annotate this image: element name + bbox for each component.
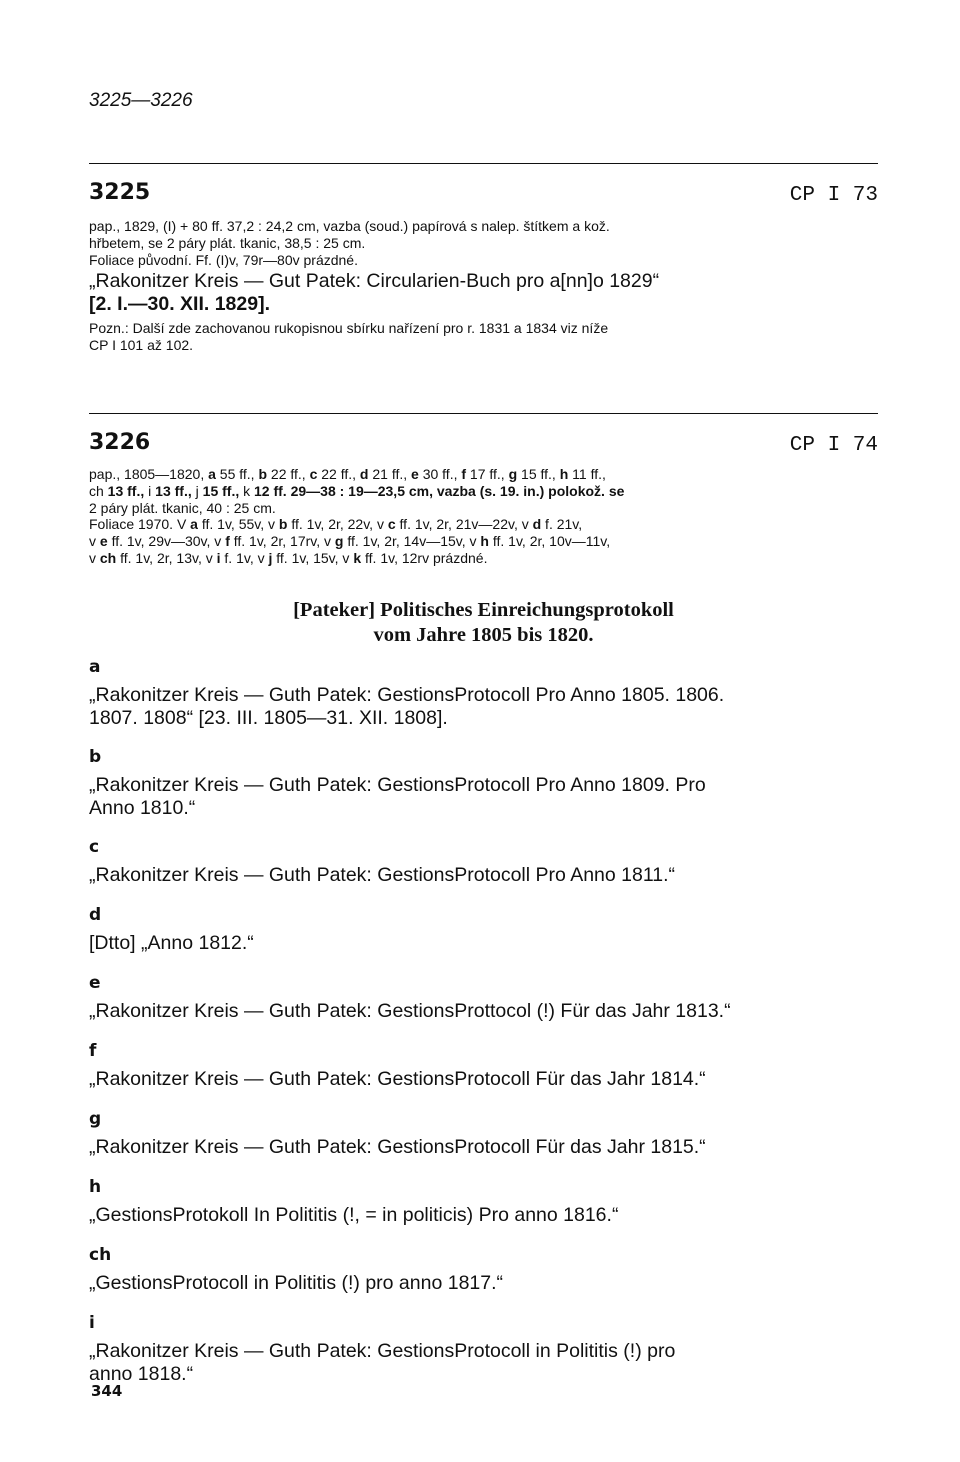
description-text: ff. 1v, 2r, 14v—15v, v <box>343 533 481 550</box>
description-text: 17 ff., <box>466 466 509 482</box>
subentry-title-line: „Rakonitzer Kreis — Guth Patek: GestionsProtocoll Pro Anno 1805. 1806. <box>89 684 725 706</box>
collection-letter: c <box>387 516 396 533</box>
collection-letter: d <box>359 466 369 482</box>
subentry-letter: f <box>89 1041 97 1061</box>
subentry-title <box>89 684 878 730</box>
subentry-title-line: „Rakonitzer Kreis — Guth Patek: GestionsProtocoll Für das Jahr 1815.“ <box>89 1136 706 1158</box>
entry-3225 <box>89 180 878 354</box>
collection-letter: d <box>532 516 542 533</box>
description-text: ff. 1v, 2r, 22v, v <box>287 516 388 533</box>
description-text: v <box>89 533 100 550</box>
note-label: Pozn. <box>89 320 125 337</box>
collection-letter: e <box>99 533 108 550</box>
collection-letter: ch <box>99 549 117 566</box>
collection-letter: h <box>480 533 489 550</box>
collection-letter: b <box>278 516 288 533</box>
subentry-title-line: anno 1818.“ <box>89 1363 194 1385</box>
description-text: 55 ff., <box>215 466 259 482</box>
entry-title <box>89 270 878 316</box>
title-text: „Rakonitzer Kreis — Gut Patek: Circularien-Buch pro a[nn]o 1829“ <box>89 270 660 293</box>
entry-note <box>89 320 878 354</box>
subentry-letter: ch <box>89 1245 112 1265</box>
subentry <box>89 746 878 820</box>
description-text: 2 páry plát. tkanic, 40 : 25 cm. <box>89 499 276 516</box>
subentry-title-line: „GestionsProtokoll In Polititis (!, = in politicis) Pro anno 1816.“ <box>89 1204 619 1226</box>
description-text: 22 ff., <box>267 466 310 482</box>
heading-line: [Pateker] Politisches Einreichungsprotokoll <box>293 599 674 621</box>
entry-header <box>89 430 878 462</box>
subentry-letter: d <box>89 905 102 925</box>
description-text: 21 ff., <box>368 466 412 482</box>
description-text: 15 ff., <box>517 466 560 482</box>
description-text: ch <box>89 482 104 499</box>
collection-letter: e <box>411 466 419 482</box>
description-text: j <box>195 482 199 499</box>
collection-letter: k <box>353 549 362 566</box>
description-text: 11 ff., <box>568 466 606 482</box>
subentry-letter: e <box>89 973 101 993</box>
entry-header <box>89 180 878 212</box>
collection-letter: i <box>216 549 221 566</box>
description-line: pap., 1829, (I) + 80 ff. 37,2 : 24,2 cm, vazba (soud.) papírová s nalep. štítkem a kož. <box>89 218 610 234</box>
description-line <box>89 483 624 499</box>
description-text: ff. 1v, 15v, v <box>272 549 354 566</box>
entry-3226 <box>89 430 878 567</box>
subentry-title-line: „Rakonitzer Kreis — Guth Patek: GestionsProtocoll Pro Anno 1811.“ <box>89 864 675 886</box>
description-text: ff. 1v, 2r, 13v, v <box>116 549 217 566</box>
subentry-title-line: 1807. 1808“ [23. III. 1805—31. XII. 1808]. <box>89 707 448 729</box>
subentry-title-line: „GestionsProtocoll in Polititis (!) pro anno 1817.“ <box>89 1272 504 1294</box>
entry-signature: CP I 73 <box>789 184 878 207</box>
description-line: hřbetem, se 2 páry plát. tkanic, 38,5 : 25 cm. <box>89 234 366 251</box>
heading-line: vom Jahre 1805 bis 1820. <box>373 624 594 646</box>
running-head: 3225—3226 <box>89 90 193 111</box>
entry-number: 3226 <box>89 430 151 455</box>
entry-number: 3225 <box>89 180 151 205</box>
collection-letter: g <box>334 533 344 550</box>
entry-signature: CP I 74 <box>789 434 878 457</box>
subentry-title-line: „Rakonitzer Kreis — Guth Patek: GestionsProtocoll in Polititis (!) pro <box>89 1340 676 1362</box>
subentry-title-line: „Rakonitzer Kreis — Guth Patek: GestionsProtocoll Pro Anno 1809. Pro <box>89 774 706 796</box>
note-text: CP I 101 až 102. <box>89 337 194 354</box>
description-text: pap., 1805—1820, <box>89 466 209 482</box>
subentry-title <box>89 1272 878 1295</box>
subentry-title <box>89 864 878 887</box>
collection-letter: a <box>208 466 216 482</box>
subentry-title <box>89 1068 878 1091</box>
description-text: f. 1v, v <box>220 549 269 566</box>
description-text: Foliace 1970. V <box>89 516 191 533</box>
description-text: ff. 1v, 55v, v <box>197 516 279 533</box>
subentry-letter: h <box>89 1177 102 1197</box>
subentry-letter: b <box>89 747 102 767</box>
subentry <box>89 1040 878 1091</box>
subentry-title <box>89 774 878 820</box>
description-text: k <box>243 482 251 499</box>
collection-letter: h <box>559 466 569 482</box>
description-text: ff. 1v, 12rv prázdné. <box>361 549 488 566</box>
description-text: f. 21v, <box>541 516 583 533</box>
subentry <box>89 1176 878 1227</box>
description-line <box>89 466 606 482</box>
subentry-letter: c <box>89 837 100 857</box>
entry-description <box>89 466 878 567</box>
title-dates: [2. I.—30. XII. 1829]. <box>89 293 271 316</box>
collection-letter: f <box>225 533 230 550</box>
description-text: 30 ff., <box>418 466 462 482</box>
description-text: i <box>148 482 152 499</box>
collection-letter: c <box>309 466 318 482</box>
entry-description <box>89 218 878 268</box>
page-number: 344 <box>91 1382 123 1400</box>
subentry-title-line: [Dtto] „Anno 1812.“ <box>89 932 254 954</box>
description-text: ff. 1v, 29v—30v, v <box>107 533 226 550</box>
subentry <box>89 1312 878 1386</box>
subentry <box>89 1108 878 1159</box>
separator-rule <box>89 163 878 164</box>
subentry-title <box>89 1204 878 1227</box>
description-line <box>89 550 487 566</box>
subentry <box>89 1244 878 1295</box>
description-line <box>89 516 582 532</box>
collection-letter: g <box>508 466 518 482</box>
subentry-title <box>89 1136 878 1159</box>
collection-letter: 15 ff., <box>198 482 244 499</box>
subentry-title <box>89 932 878 955</box>
separator-rule <box>89 413 878 414</box>
description-text: v <box>89 549 100 566</box>
description-text: ff. 1v, 2r, 10v—11v, <box>488 533 611 550</box>
collection-letter: 12 ff. 29—38 : 19—23,5 cm, vazba (s. 19. in.) polokož. se <box>250 482 625 499</box>
subentry-title <box>89 1000 878 1023</box>
description-text: ff. 1v, 2r, 17rv, v <box>229 533 335 550</box>
note-text: : Další zde zachovanou rukopisnou sbírku nařízení pro r. 1831 a 1834 viz níže <box>124 320 609 337</box>
collection-letter: b <box>258 466 268 482</box>
collection-letter: 13 ff., <box>151 482 196 499</box>
description-line <box>89 533 610 549</box>
subentry <box>89 836 878 887</box>
subentry-title <box>89 1340 878 1386</box>
subentry-title-line: Anno 1810.“ <box>89 797 196 819</box>
description-line: Foliace původní. Ff. (I)v, 79r—80v prázdné. <box>89 251 358 268</box>
collection-letter: a <box>190 516 198 533</box>
collection-heading <box>89 598 878 648</box>
subentry-letter: i <box>89 1313 95 1333</box>
collection-letter: f <box>461 466 467 482</box>
subentry <box>89 904 878 955</box>
subentry-title-line: „Rakonitzer Kreis — Guth Patek: GestionsProtocoll Für das Jahr 1814.“ <box>89 1068 706 1090</box>
subentry <box>89 656 878 730</box>
subentry-letter: a <box>89 657 101 677</box>
description-text: 22 ff., <box>317 466 360 482</box>
subentry <box>89 972 878 1023</box>
description-line <box>89 500 276 516</box>
subentry-list <box>89 656 878 1402</box>
collection-letter: j <box>268 549 273 566</box>
subentry-title-line: „Rakonitzer Kreis — Guth Patek: GestionsProttocol (!) Für das Jahr 1813.“ <box>89 1000 731 1022</box>
collection-letter: 13 ff., <box>103 482 149 499</box>
subentry-letter: g <box>89 1109 102 1129</box>
description-text: ff. 1v, 2r, 21v—22v, v <box>395 516 533 533</box>
